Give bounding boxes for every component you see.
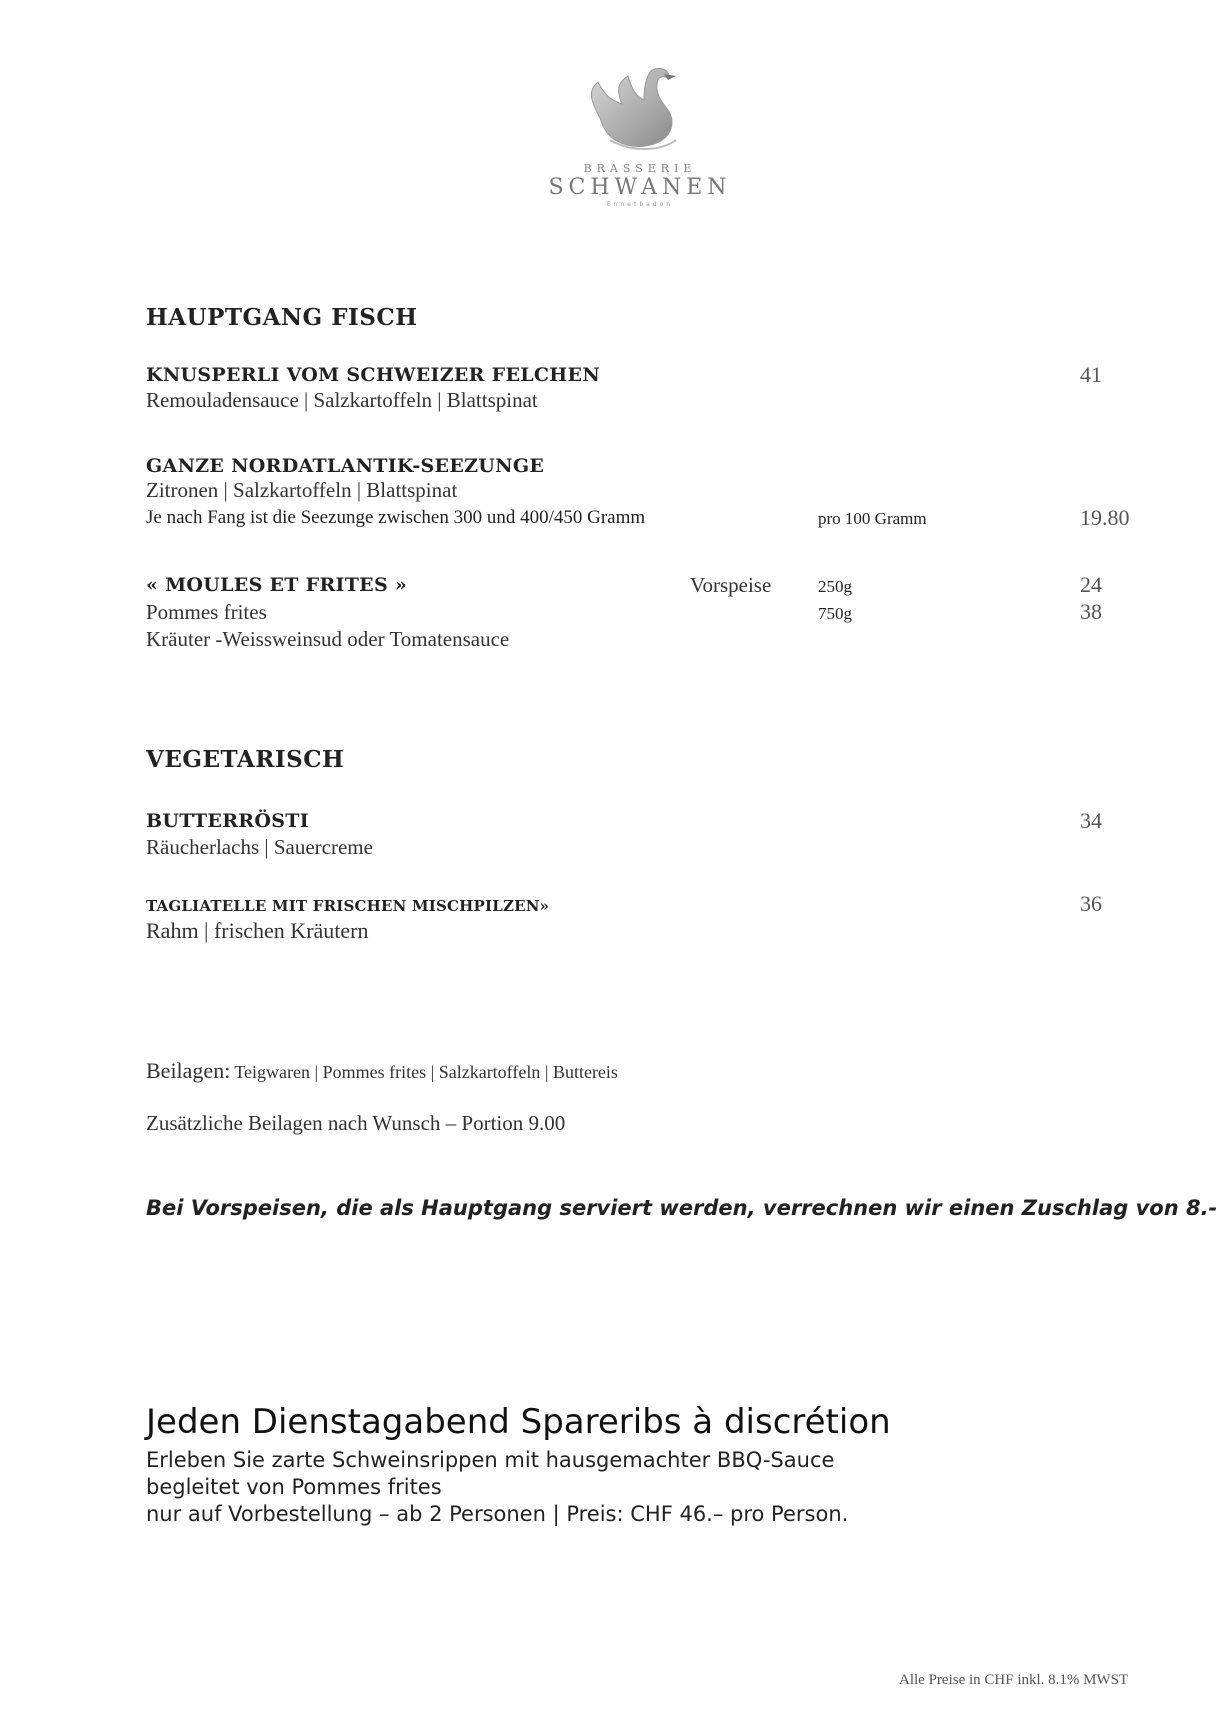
price-roesti: 34 [1080, 808, 1102, 833]
special-line-2: begleitet von Pommes frites [146, 1475, 442, 1499]
brand-name: SCHWANEN [548, 175, 732, 200]
beilagen-label: Beilagen: [146, 1058, 231, 1083]
dish-name-felchen: KNUSPERLI VOM SCHWEIZER FELCHEN [146, 364, 601, 386]
notice-text: Bei Vorspeisen, die als Hauptgang serviert werden, verrechnen wir einen Zuschlag von 8.- [146, 1196, 1218, 1220]
moules-vorspeise-label: Vorspeise [690, 573, 772, 597]
brand-logo [540, 60, 740, 230]
section-title-fisch: HAUPTGANG FISCH [146, 304, 418, 331]
price-moules-250: 24 [1080, 572, 1102, 597]
price-tagliatelle: 36 [1080, 891, 1102, 916]
special-title: Jeden Dienstagabend Spareribs à discrétion [146, 1402, 891, 1442]
swan-icon [580, 60, 700, 160]
dish-name-tagliatelle: TAGLIATELLE MIT FRISCHEN MISCHPILZEN» [146, 897, 550, 915]
dish-name-moules: « MOULES ET FRITES » [146, 574, 408, 596]
dish-name-seezunge: GANZE NORDATLANTIK-SEEZUNGE [146, 455, 545, 477]
dish-note-seezunge: Je nach Fang ist die Seezunge zwischen 300 und 400/450 Gramm [146, 507, 646, 528]
price-felchen: 41 [1080, 362, 1102, 387]
dish-desc-tagliatelle: Rahm | frischen Kräutern [146, 918, 369, 943]
moules-size-750: 750g [818, 604, 852, 623]
brand-sub: Ennetbaden [606, 201, 674, 208]
beilagen-extra: Zusätzliche Beilagen nach Wunsch – Portion 9.00 [146, 1111, 566, 1135]
brand-top-text: BRASSERIE [583, 162, 697, 175]
dish-name-roesti: BUTTERRÖSTI [146, 810, 309, 832]
dish-desc-moules-1: Pommes frites [146, 600, 267, 624]
footer-vat-note: Alle Preise in CHF inkl. 8.1% MWST [899, 1672, 1129, 1688]
dish-desc-felchen: Remouladensauce | Salzkartoffeln | Blattspinat [146, 388, 538, 412]
beilagen-items: Teigwaren | Pommes frites | Salzkartoffeln | Buttereis [234, 1062, 618, 1082]
beilagen-line [146, 1058, 618, 1084]
section-title-vegi: VEGETARISCH [146, 746, 345, 773]
dish-desc-roesti: Räucherlachs | Sauercreme [146, 835, 373, 859]
special-line-3: nur auf Vorbestellung – ab 2 Personen | Preis: CHF 46.– pro Person. [146, 1502, 849, 1526]
price-moules-750: 38 [1080, 599, 1102, 624]
unit-seezunge: pro 100 Gramm [818, 509, 927, 528]
special-line-1: Erleben Sie zarte Schweinsrippen mit hausgemachter BBQ-Sauce [146, 1448, 835, 1472]
moules-size-250: 250g [818, 577, 852, 596]
dish-desc-seezunge: Zitronen | Salzkartoffeln | Blattspinat [146, 478, 458, 502]
price-seezunge: 19.80 [1080, 505, 1130, 530]
dish-desc-moules-2: Kräuter -Weissweinsud oder Tomatensauce [146, 627, 510, 651]
